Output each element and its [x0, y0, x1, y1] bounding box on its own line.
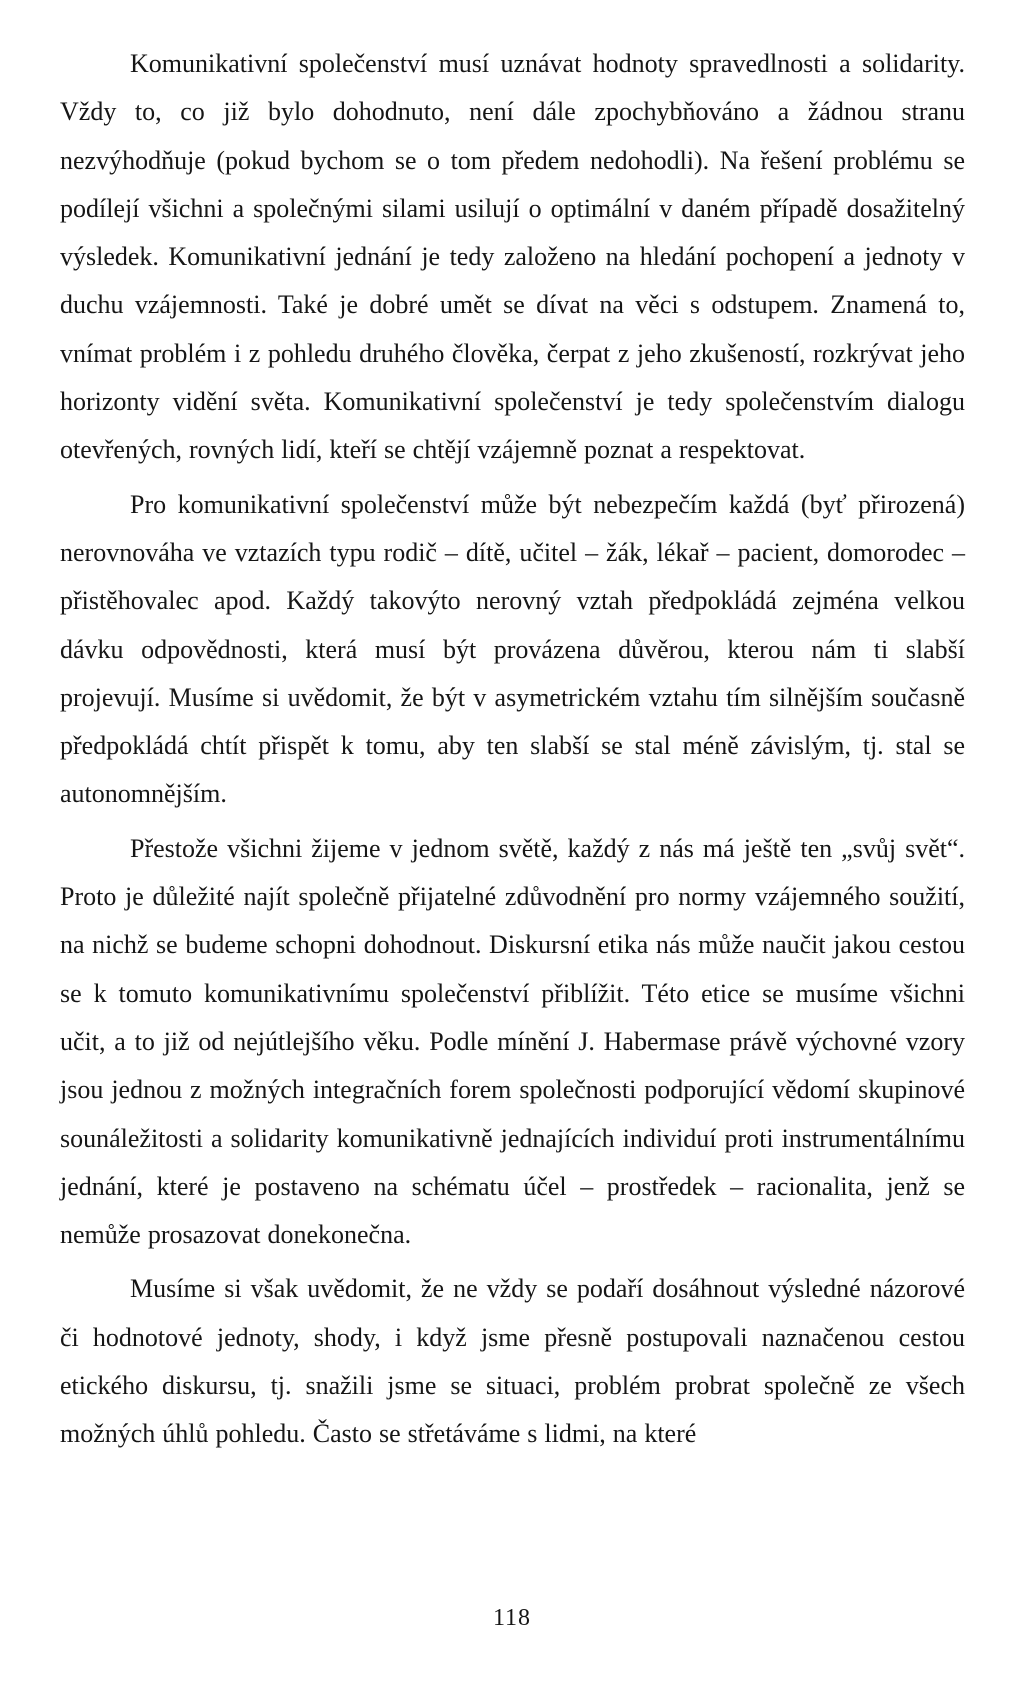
paragraph-2: Pro komunikativní společenství může být nebezpečím každá (byť přirozená) nerovnováha ve vztazích typu rodič – dítě, učitel – žák, lékař – pacient, domorodec – přistěhovalec apod. Každý takovýto nerovný vztah předpokládá zejména velkou dávku odpovědnosti, která musí být provázena důvěrou, kterou nám ti slabší projevují. Musíme si uvědomit, že být v asymetrickém vztahu tím silnějším současně předpokládá chtít přispět k tomu, aby ten slabší se stal méně závislým, tj. stal se autonomnějším.: [60, 489, 965, 809]
page-number: 118: [492, 1605, 532, 1631]
paragraph-4: Musíme si však uvědomit, že ne vždy se podaří dosáhnout výsledné názorové či hodnotové jednoty, shody, i když jsme přesně postupovali naznačenou cestou etického diskursu, tj. snažili jsme se situaci, problém probrat společně ze všech možných úhlů pohledu. Často se střetáváme s lidmi, na které: [60, 1274, 965, 1449]
paragraph-3: Přestože všichni žijeme v jednom světě, každý z nás má ještě ten „svůj svět“. Proto je důležité najít společně přijatelné zdůvodnění pro normy vzájemného soužití, na nichž se budeme schopni dohodnout. Diskursní etika nás může naučit jakou cestou se k tomuto komunikativnímu společenství přiblížit. Této etice se musíme všichni učit, a to již od nejútlejšího věku. Podle mínění J. Habermase právě výchovné vzory jsou jednou z možných integračních forem společnosti podporující vědomí skupinové sounáležitosti a solidarity komunikativně jednajících individuí proti instrumentálnímu jednání, které je postaveno na schématu účel – prostředek – racionalita, jenž se nemůže prosazovat donekonečna.: [60, 833, 965, 1250]
page-body: [60, 40, 965, 1459]
paragraph-1: Komunikativní společenství musí uznávat hodnoty spravedlnosti a solidarity. Vždy to, co již bylo dohodnuto, není dále zpochybňováno a žádnou stranu nezvýhodňuje (pokud bychom se o tom předem nedohodli). Na řešení problému se podílejí všichni a společnými silami usilují o optimální v daném případě dosažitelný výsledek. Komunikativní jednání je tedy založeno na hledání pochopení a jednoty v duchu vzájemnosti. Také je dobré umět se dívat na věci s odstupem. Znamená to, vnímat problém i z pohledu druhého člověka, čerpat z jeho zkušeností, rozkrývat jeho horizonty vidění světa. Komunikativní společenství je tedy společenstvím dialogu otevřených, rovných lidí, kteří se chtějí vzájemně poznat a respektovat.: [60, 49, 965, 465]
